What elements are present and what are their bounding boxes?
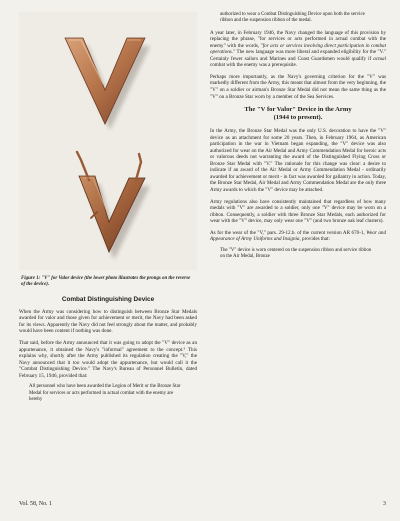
section-heading-army-device: The "V for Valor" Device in the Army (1944 to present). xyxy=(244,106,352,122)
v-device-photo xyxy=(19,12,197,270)
paragraph: A year later, in February 1946, the Navy changed the language of this provision by replacing the phrase, "for services or acts performed in actual combat with the enemy" with the words, "for acts or services involving direct participation in combat operations." The new language was more liberal and expanded eligibility for the "V." Certainly fewer sailors and Marines and Coast Guardsmen would qualify if actual combat with the enemy was a prerequisite. xyxy=(210,29,386,69)
paragraph: In the Army, the Bronze Star Medal was the only U.S. decoration to have the "V" device as an attachment for some 20 years. Then, in February 1964, as American participation in the war in Vietnam began expanding, the "V" device was also authorized for wear on the Air Medal and Army Commendation Medal for heroic acts or valorous deeds not warranting the award of the Distinguished Flying Cross or Bronze Star Medal with "V." The rationale for this change was clear: a desire to indicate if an award of the Air Medal or Army Commendation Medal - ordinarily awarded for achievement or merit - in fact was awarded for gallantry in action. Today, the Bronze Star Medal, Air Medal and Army Commendation Medal are the only three Army awards to which the "V" device may be attached. xyxy=(210,128,386,193)
volume-label: Vol. 58, No. 1 xyxy=(19,501,52,507)
left-column xyxy=(19,12,197,408)
page-number: 3 xyxy=(383,501,386,507)
block-quote-continued: authorized to wear a Combat Distinguishing Device upon both the service ribbon and the suspension ribbon of the medal. xyxy=(220,12,365,24)
section-heading-combat-device: Combat Distinguishing Device xyxy=(61,295,155,303)
block-quote: The "V" device is worn centered on the suspension ribbon and service ribbon on the Air Medal, Bronze xyxy=(220,247,372,260)
paragraph: Army regulations also have consistently maintained that regardless of how many medals with "V" are awarded to a soldier, only one "V" device may be worn on a ribbon. Consequently, a soldier with three Bronze Star Medals, each authorized for wear with the "V" device, may only wear one "V" (and two bronze oak leaf clusters). xyxy=(210,198,386,225)
paragraph: As for the wear of the "V," pars. 29-12.b. of the current version AR 670-1, Wear and Appearance of Army Uniforms and Insignia, provides that: xyxy=(210,229,386,243)
paragraph: When the Army was considering how to distinguish between Bronze Star Medals awarded for valor and those given for achievement or merit, the Navy had been asked for its views. Apparently the Navy did not feel strongly about the matter, and probably would have been content if nothing was done. xyxy=(19,308,197,335)
v-device-front xyxy=(65,38,150,130)
block-quote: All personnel who have been awarded the Legion of Merit or the Bronze Star Medal for services or acts performed in actual combat with the enemy are hereby xyxy=(29,384,181,402)
right-column xyxy=(210,12,386,265)
paragraph: Perhaps more importantly, as the Navy's governing criterion for the "V" was markedly different from the Army, this meant that almost from the very beginning, the "V" on a soldier or airman's Bronze Star Medal did not mean the same thing as the "V" on a Bronze Star worn by a member of the Sea Services. xyxy=(210,73,386,100)
paragraph: That said, before the Army announced that it was going to adopt the "V" device as an appurtenance, it obtained the Navy's "informal" agreement to the concept.⁵ This explains why, shortly after the Army published its regulation creating the "V," the Navy announced that it too would adopt the appurtenance, but would call it the "Combat Distinguishing Device." The Navy's Bureau of Personnel Bulletin, dated February 15, 1946, provided that: xyxy=(19,340,197,379)
page-footer xyxy=(19,500,386,508)
v-device-illustration xyxy=(19,12,197,270)
v-device-reverse xyxy=(77,152,150,260)
figure-caption: Figure 1: "V" for Valor device (the lower photo illustrates the prongs on the reverse of the device). xyxy=(21,276,191,288)
